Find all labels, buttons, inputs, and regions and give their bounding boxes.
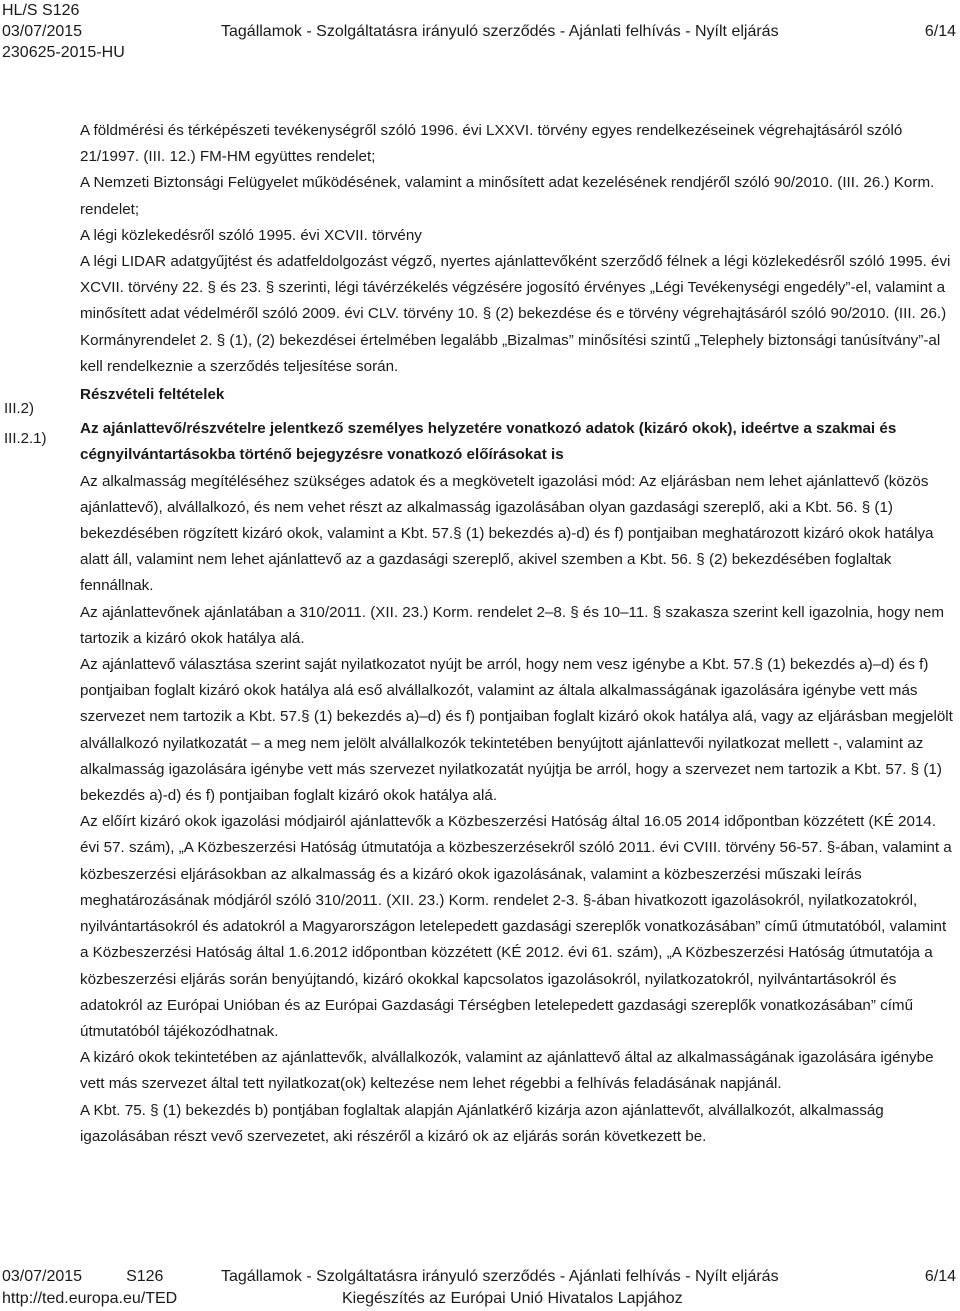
footer-doc-id: S126 — [126, 1268, 164, 1285]
footer-page-number: 6/14 — [924, 1268, 956, 1285]
header-notice-number: 230625-2015-HU — [2, 44, 125, 61]
intro-line: A légi közlekedésről szóló 1995. évi XCVII. törvény — [80, 226, 422, 244]
section-heading: Részvételi feltételek — [80, 386, 225, 404]
main-content — [80, 118, 956, 1150]
body-paragraph: Az ajánlattevőnek ajánlatában a 310/2011. (XII. 23.) Korm. rendelet 2–8. § és 10–11. § szakasza szerint kell igazolnia, hogy nem tartozik a kizáró okok hatálya alá. — [80, 603, 944, 647]
body-paragraph: Az előírt kizáró okok igazolási módjairól ajánlattevők a Közbeszerzési Hatóság által 16.05 2014 időpontban közzétett (KÉ 2014. évi 57. szám), „A Közbeszerzési Hatóság útmutatója a közbeszerzésekről szóló 2011. évi CVIII. törvény 56-57. §-ában, valamint a közbeszerzési eljárásokban az alkalmasság és a kizáró okok igazolásának, valamint a közbeszerzési műszaki leírás meghatározásának módjáról szóló 310/2011. (XII. 23.) Korm. rendelet 2-3. §-ában hivatkozott igazolásokról, nyilatkozatokról, nyilvántartásokról és adatokról a Magyarországon letelepedett gazdasági szereplők vonatkozásában” című útmutatóból, valamint a Közbeszerzési Hatóság által 1.6.2012 időpontban közzétett (KÉ 2012. évi 61. szám), „A Közbeszerzési Hatóság útmutatója a közbeszerzési eljárás során benyújtandó, kizáró okokkal kapcsolatos igazolásokról, nyilatkozatokról, nyilvántartásokról és adatokról az Európai Unióban és az Európai Gazdasági Térségben letelepedett gazdasági szereplők vonatkozásában” című útmutatóból tájékozódhatnak. — [80, 813, 952, 1040]
subsection-number: III.2.1) — [4, 430, 47, 447]
header-page-number: 6/14 — [924, 23, 956, 40]
footer-url-link[interactable]: http://ted.europa.eu/TED — [2, 1290, 178, 1307]
body-paragraph: Az alkalmasság megítéléséhez szükséges adatok és a megkövetelt igazolási mód: Az eljárásban nem lehet ajánlattevő (közös ajánlattevő), alvállalkozó, és nem vehet részt az alkalmasság igazolásában olyan gazdasági szereplő, aki a Kbt. 56. § (1) bekezdésében rögzített kizáró okok, valamint a Kbt. 57.§ (1) bekezdés a)-d) és f) pontjaiban meghatározott kizáró okok hatálya alatt áll, valamint nem lehet ajánlattevő az a gazdasági szereplő, akivel szemben a Kbt. 56. § (2) bekezdésében foglaltak fennállnak. — [80, 472, 934, 595]
subsection-title: Az ajánlattevő/részvételre jelentkező személyes helyzetére vonatkozó adatok (kizáró okok), ideértve a szakmai és cégnyilvántartásokba történő bejegyzésre vonatkozó előírásokat is — [80, 420, 897, 464]
intro-line: A földmérési és térképészeti tevékenységről szóló 1996. évi LXXVI. törvény egyes rendelkezéseinek végrehajtásáról szóló 21/1997. (III. 12.) FM-HM együttes rendelet; — [80, 122, 903, 166]
body-paragraph: Az ajánlattevő választása szerint saját nyilatkozatot nyújt be arról, hogy nem vesz igénybe a Kbt. 57.§ (1) bekezdés a)–d) és f) pontjaiban foglalt kizáró okok hatálya alá eső alvállalkozót, valamint az általa alkalmasságának igazolására igénybe vett más szervezet nem tartozik a Kbt. 57.§ (1) bekezdés a)–d) és f) pontjaiban foglalt kizáró okok hatálya alá, vagy az eljárásban megjelölt alvállalkozó nyilatkozatát – a meg nem jelölt alvállalkozók tekintetében benyújtott ajánlattevői nyilatkozat mellett -, valamint az alkalmasság igazolására igénybe vett más szervezet nyilatkozatát nyújtja be arról, hogy a szervezet nem tartozik a Kbt. 57. § (1) bekezdés a)-d) és f) pontjaiban foglalt kizáró okok hatálya alá. — [80, 656, 953, 805]
footer-left — [2, 1266, 177, 1310]
header-doc-id: HL/S S126 — [2, 2, 80, 19]
footer-publisher: Kiegészítés az Európai Unió Hivatalos Lapjához — [342, 1290, 683, 1307]
header-left — [2, 0, 125, 63]
footer-title: Tagállamok - Szolgáltatásra irányuló szerződés - Ajánlati felhívás - Nyílt eljárás — [221, 1268, 779, 1285]
section-number: III.2) — [4, 400, 35, 417]
page-header — [0, 0, 960, 70]
header-date: 03/07/2015 — [2, 23, 83, 40]
body-paragraph: A kizáró okok tekintetében az ajánlattevők, alvállalkozók, valamint az ajánlattevő által az alkalmasságának igazolására igénybe vett más szervezet által tett nyilatkozat(ok) keltezése nem lehet régebbi a felhívás feladásának napjánál. — [80, 1049, 934, 1093]
header-title: Tagállamok - Szolgáltatásra irányuló szerződés - Ajánlati felhívás - Nyílt eljárás — [221, 23, 779, 40]
footer-date: 03/07/2015 — [2, 1268, 83, 1285]
intro-line: A Nemzeti Biztonsági Felügyelet működésének, valamint a minősített adat kezelésének rendjéről szóló 90/2010. (III. 26.) Korm. rendelet; — [80, 174, 935, 218]
page-footer — [0, 1266, 960, 1311]
body-paragraph: A Kbt. 75. § (1) bekezdés b) pontjában foglaltak alapján Ajánlatkérő kizárja azon ajánlattevőt, alvállalkozót, alkalmasság igazolásában részt vevő szervezetet, aki részéről a kizáró ok az eljárás során következett be. — [80, 1101, 884, 1145]
intro-line: A légi LIDAR adatgyűjtést és adatfeldolgozást végző, nyertes ajánlattevőként szerződő félnek a légi közlekedésről szóló 1995. évi XCVII. törvény 22. § és 23. § szerinti, légi távérzékelés végzésére jogosító érvényes „Légi Tevékenységi engedély”-el, valamint a minősített adat védelméről szóló 2009. évi CLV. törvény 10. § (2) bekezdése és e törvény végrehajtásáról szóló 90/2010. (III. 26.) Kormányrendelet 2. § (1), (2) bekezdései értelmében legalább „Bizalmas” minősítési szintű „Telephely biztonsági tanúsítvány”-al kell rendelkeznie a szerződés teljesítése során. — [80, 253, 951, 375]
